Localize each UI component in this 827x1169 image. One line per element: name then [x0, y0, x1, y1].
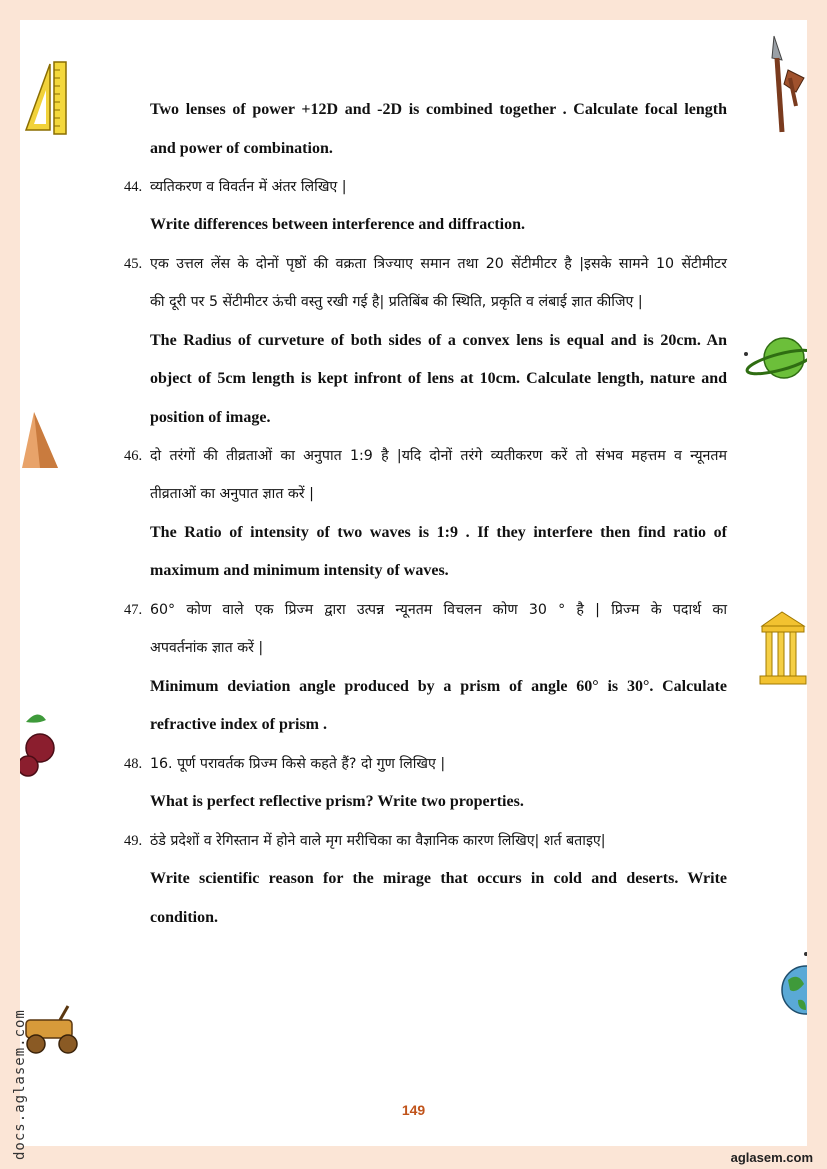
q46-english-line-1: The Ratio of intensity of two waves is 1:9 . If they interfere then find ratio of — [150, 524, 727, 541]
q45-hindi-line-1: एक उत्तल लेंस के दोनों पृष्ठों की वक्रता त्रिज्याए समान तथा 20 सेंटीमीटर है |इसके सामने 10 सेंटीमीटर — [150, 256, 727, 272]
side-watermark: docs.aglasem.com — [12, 1009, 28, 1160]
q47-english-line-2: refractive index of prism . — [150, 716, 327, 733]
q48-hindi-line-1: 16. पूर्ण परावर्तक प्रिज्म किसे कहते हैं? दो गुण लिखिए | — [150, 756, 446, 772]
vehicle-clipart — [20, 1000, 82, 1056]
q49-number: 49. — [124, 833, 143, 849]
q48-english-line-1: What is perfect reflective prism? Write two properties. — [150, 793, 524, 810]
q47-number: 47. — [124, 602, 143, 618]
q49-hindi-line-1: ठंडे प्रदेशों व रेगिस्तान में होने वाले मृग मरीचिका का वैज्ञानिक कारण लिखिए| शर्त बताइए| — [150, 833, 606, 849]
fruit-clipart — [20, 708, 58, 778]
q45-english-line-3: position of image. — [150, 409, 271, 426]
q47-hindi-line-2: अपवर्तनांक ज्ञात करें | — [150, 640, 264, 656]
q44-number: 44. — [124, 179, 143, 195]
q48-number: 48. — [124, 756, 143, 772]
globe-clipart — [778, 950, 807, 1020]
planet-clipart — [740, 330, 807, 386]
page-number: 149 — [401, 1102, 426, 1118]
q43-english-line-1: Two lenses of power +12D and -2D is combined together . Calculate focal length — [150, 101, 727, 118]
q45-english-line-2: object of 5cm length is kept infront of lens at 10cm. Calculate length, nature and — [150, 370, 727, 387]
q46-hindi-line-2: तीव्रताओं का अनुपात ज्ञात करें | — [150, 486, 314, 502]
q46-english-line-2: maximum and minimum intensity of waves. — [150, 562, 449, 579]
q47-hindi-line-1: 60° कोण वाले एक प्रिज्म द्वारा उत्पन्न न्यूनतम विचलन कोण 30 ° है | प्रिज्म के पदार्थ का — [150, 602, 727, 618]
q46-number: 46. — [124, 448, 143, 464]
q49-english-line-1: Write scientific reason for the mirage that occurs in cold and deserts. Write — [150, 870, 727, 887]
temple-clipart — [758, 608, 807, 686]
brand-link[interactable]: aglasem.com — [730, 1150, 813, 1165]
spear-axe-clipart — [766, 34, 808, 134]
q45-hindi-line-2: की दूरी पर 5 सेंटीमीटर ऊंची वस्तु रखी गई है| प्रतिबिंब की स्थिति, प्रकृति व लंबाई ज्ञात कीजिए | — [150, 294, 643, 310]
q47-english-line-1: Minimum deviation angle produced by a prism of angle 60° is 30°. Calculate — [150, 678, 727, 695]
q43-english-line-2: and power of combination. — [150, 140, 333, 157]
ruler-clipart — [20, 60, 68, 136]
q45-english-line-1: The Radius of curveture of both sides of a convex lens is equal and is 20cm. An — [150, 332, 727, 349]
q44-english-line-1: Write differences between interference and diffraction. — [150, 216, 526, 233]
q44-hindi-line-1: व्यतिकरण व विवर्तन में अंतर लिखिए | — [150, 179, 347, 195]
q45-number: 45. — [124, 256, 143, 272]
q46-hindi-line-1: दो तरंगों की तीव्रताओं का अनुपात 1:9 है |यदि दोनों तरंगे व्यतीकरण करें तो संभव महत्तम व न्यूनतम — [150, 448, 727, 464]
pyramid-clipart — [20, 410, 60, 470]
q49-english-line-2: condition. — [150, 909, 219, 926]
